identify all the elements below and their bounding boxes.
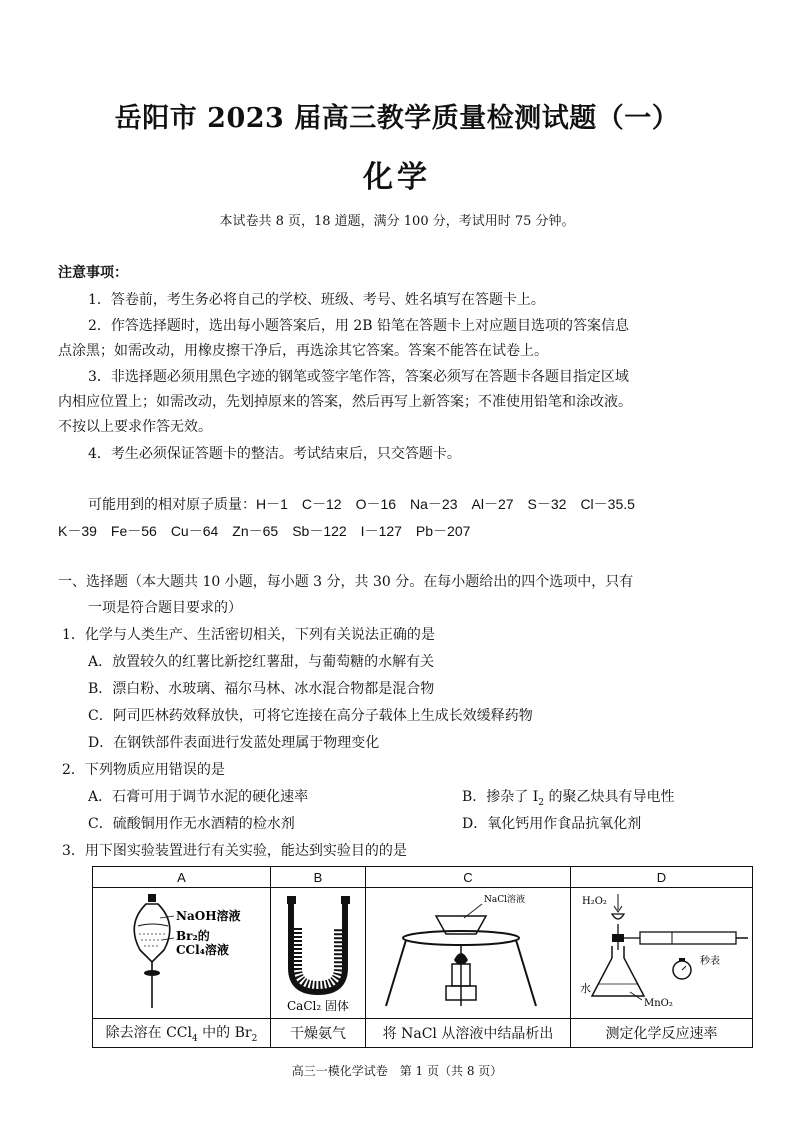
cacl2-granules [297,928,339,986]
label-nacl-solution: NaCl溶液 [484,895,526,905]
q1-option-c: C．阿司匹林药效释放快，可将它连接在高分子载体上生成长效缓释药物 [88,708,533,724]
label-naoh-solution: NaOH溶液 [175,909,241,923]
lower-layer-hatching [139,934,165,946]
q2-option-a: A．石膏可用于调节水泥的硬化速率 [88,789,309,805]
caption-a: 除去溶在 CCl$_4$ 中的 $Br_2$ [93,1019,271,1048]
note-3-line-3: 不按以上要求作答无效。 [58,419,212,435]
u-tube-diagram [271,888,365,1014]
right-stopper-icon [341,896,350,904]
apparatus-a [93,888,271,1019]
apparatus-c [366,888,571,1019]
tripod-leg-right [516,940,536,1006]
q3-stem: 3．用下图实验装置进行有关实验，能达到实验目的的是 [62,843,407,859]
q2-stem: 2．下列物质应用错误的是 [62,762,225,778]
reaction-rate-diagram [572,888,752,1014]
section-1-heading-cont: 一项是符合题目要求的） [88,600,242,616]
q1-option-b: B．漂白粉、水玻璃、福尔马林、冰水混合物都是混合物 [88,681,435,697]
label-h2o2: H₂O₂ [581,896,607,907]
funnel-bulb [134,904,170,962]
liquid-interface [138,924,168,926]
q2-option-c: C．硫酸铜用作无水酒精的检水剂 [88,816,295,832]
exam-info: 本试卷共 8 页，18 道题，满分 100 分，考试用时 75 分钟。 [219,214,575,229]
tripod-leg-left [386,940,406,1006]
caption-b: 干燥氨气 [271,1019,366,1048]
atomic-masses-line-2: K－39 Fe－56 Cu－64 Zn－65 Sb－122 I－127 Pb－207 [58,523,471,539]
tripod-ring [403,931,519,945]
label-water: 水 [579,982,591,995]
evaporation-diagram [366,888,570,1014]
q1-option-a: A．放置较久的红薯比新挖红薯甜，与葡萄糖的水解有关 [88,654,435,670]
note-3-line-1: 3．非选择题必须用黑色字迹的钢笔或签字笔作答，答案必须写在答题卡各题目指定区域 [88,369,629,385]
label-ccl4-solution: CCl₄溶液 [175,943,229,957]
note-2-line-2: 点涂黑；如需改动，用橡皮擦干净后，再选涂其它答案。答案不能答在试卷上。 [58,343,548,359]
q3-apparatus-table [92,866,753,1048]
col-header-d: D [571,867,753,888]
label-stopwatch: 秒表 [699,956,720,967]
q1-stem: 1．化学与人类生产、生活密切相关，下列有关说法正确的是 [62,627,435,643]
col-header-a: A [93,867,271,888]
label-mno2: MnO₂ [643,998,673,1009]
q2-option-d: D．氧化钙用作食品抗氧化剂 [462,816,642,832]
conical-flask [592,946,644,996]
caption-c: 将 NaCl 从溶液中结晶析出 [366,1019,571,1048]
q2-option-b: B．掺杂了 $I_2$ 的聚乙炔具有导电性 [462,789,675,808]
gas-syringe [640,932,736,944]
notes-heading: 注意事项： [58,265,128,281]
flask-stopper-icon [612,934,624,942]
col-header-c: C [366,867,571,888]
flame-icon [454,953,468,965]
apparatus-b [271,888,366,1019]
apparatus-d [571,888,753,1019]
note-1: 1．答卷前，考生务必将自己的学校、班级、考号、姓名填写在答题卡上。 [88,292,545,308]
left-stopper-icon [287,896,296,904]
note-2-line-1: 2．作答选择题时，选出每小题答案后，用 2B 铅笔在答题卡上对应题目选项的答案信息 [88,318,630,334]
q1-option-d: D．在钢铁部件表面进行发蓝处理属于物理变化 [88,735,380,751]
col-header-b: B [271,867,366,888]
stopper-icon [148,894,156,902]
stopcock-icon [144,970,160,976]
exam-title: 岳阳市 2023 届高三教学质量检测试题（一） [114,103,680,134]
label-br2: Br₂的 [175,929,210,943]
page-footer: 高三一模化学试卷 第 1 页（共 8 页） [291,1064,503,1078]
note-3-line-2: 内相应位置上；如需改动，先划掉原来的答案，然后再写上新答案；不准使用铅笔和涂改液。 [58,394,632,410]
label-cacl2-solid: CaCl₂ 固体 [287,999,349,1013]
caption-d: 测定化学反应速率 [571,1019,753,1048]
note-4: 4．考生必须保证答题卡的整洁。考试结束后，只交答题卡。 [88,446,461,462]
subject-title: 化学 [363,160,431,195]
dropping-funnel [612,914,624,919]
section-1-heading: 一、选择题（本大题共 10 小题，每小题 3 分，共 30 分。在每小题给出的四个选项中，只有 [58,574,634,590]
separatory-funnel-diagram [94,888,270,1014]
atomic-masses-line-1: 可能用到的相对原子质量：H－1 C－12 O－16 Na－23 Al－27 S－32 Cl－35.5 [88,496,635,512]
